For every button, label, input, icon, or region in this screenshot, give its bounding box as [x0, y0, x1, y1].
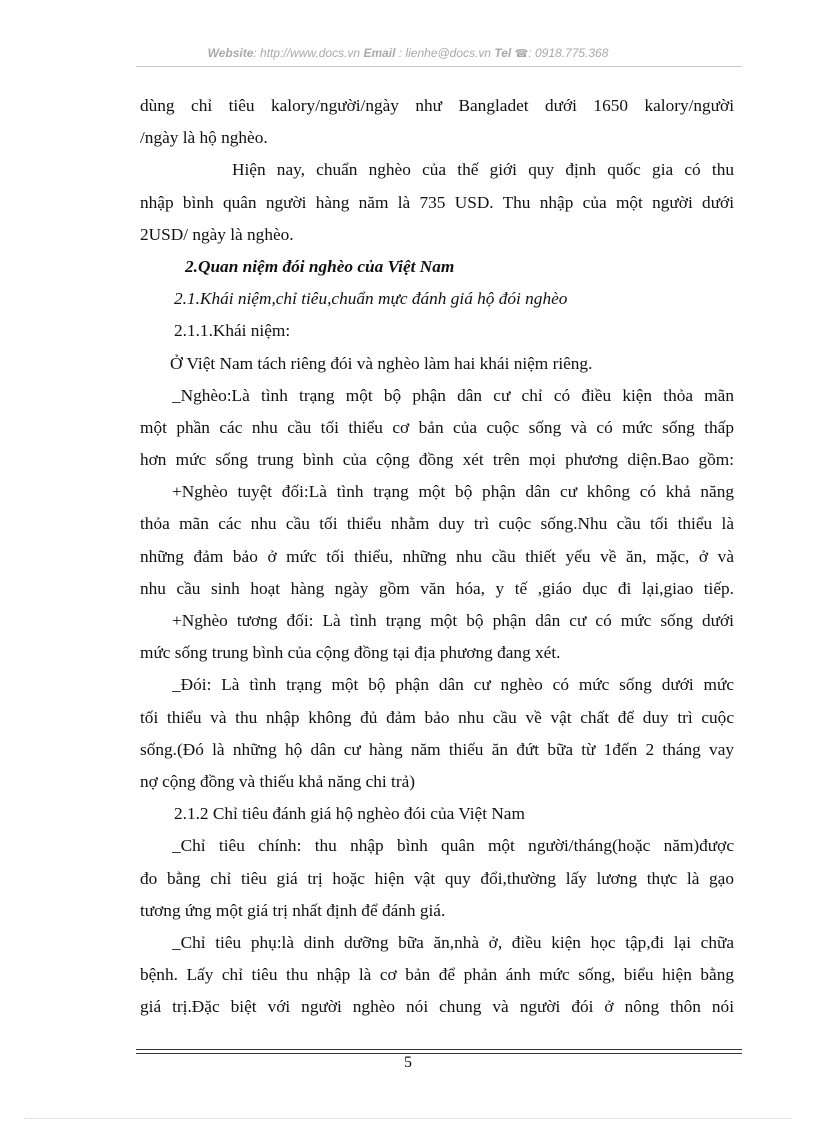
text-line: /ngày là hộ nghèo. [140, 128, 268, 148]
text-line: một phần các nhu cầu tối thiểu cơ bản của cuộc sống và có mức sống thấp [140, 417, 734, 437]
text-line: _Đói: Là tình trạng một bộ phận dân cư nghèo có mức sống dưới mức [172, 675, 734, 695]
subsection-title: 2.1.2 Chỉ tiêu đánh giá hộ nghèo đói của Việt Nam [174, 804, 525, 824]
text-line: tối thiểu và thu nhập không đủ đảm bảo nhu cầu về vật chất để duy trì cuộc [140, 707, 734, 727]
text-line: những đảm bảo ở mức tối thiểu, những nhu cầu thiết yếu về ăn, mặc, ở và [140, 546, 734, 566]
text-line: +Nghèo tương đối: Là tình trạng một bộ phận dân cư có mức sống dưới [172, 611, 734, 630]
page-edge-dotted-line [24, 1118, 792, 1119]
text-line: +Nghèo tuyệt đối:Là tình trạng một bộ phận dân cư không có khả năng [172, 482, 734, 502]
text-line: dùng chỉ tiêu kalory/người/ngày như Bangladet dưới 1650 kalory/người [140, 96, 734, 115]
text-line: nợ cộng đồng và thiếu khả năng chi trả) [140, 771, 415, 791]
page-number: 5 [404, 1054, 412, 1071]
website-label: Website [207, 46, 254, 60]
text-line: bệnh. Lấy chỉ tiêu thu nhập là cơ bản để phản ánh mức sống, biểu hiện bằng [140, 965, 734, 985]
text-line: Hiện nay, chuẩn nghèo của thế giới quy định quốc gia có thu [232, 160, 734, 180]
tel-value: : 0918.775.368 [528, 46, 609, 60]
text-line: nhu cầu sinh hoạt hàng ngày gồm văn hóa, y tế ,giáo dục đi lại,giao tiếp. [140, 578, 734, 598]
text-line: _Chỉ tiêu chính: thu nhập bình quân một người/tháng(hoặc năm)được [172, 836, 734, 856]
subsection-title: 2.1.1.Khái niệm: [174, 321, 291, 341]
website-value: : http://www.docs.vn [253, 46, 361, 60]
subsection-heading: 2.1.Khái niệm,chỉ tiêu,chuẩn mực đánh giá hộ đói nghèo [174, 289, 568, 309]
email-label: Email [363, 46, 396, 60]
text-line: mức sống trung bình của cộng đồng tại địa phương đang xét. [140, 643, 561, 663]
text-line: Ở Việt Nam tách riêng đói và nghèo làm hai khái niệm riêng. [170, 353, 593, 373]
text-line: đo bằng chỉ tiêu giá trị hoặc hiện vật quy đổi,thường lấy lương thực là gạo [140, 868, 734, 888]
text-line: sống.(Đó là những hộ dân cư hàng năm thiếu ăn đứt bữa từ 1đến 2 tháng vay [140, 739, 734, 759]
document-body [140, 90, 734, 1023]
tel-label: Tel [494, 46, 512, 60]
text-line: nhập bình quân người hàng năm là 735 USD. Thu nhập của một người dưới [140, 192, 734, 212]
text-line: _Chỉ tiêu phụ:là dinh dưỡng bữa ăn,nhà ở, điều kiện học tập,đi lại chữa [172, 932, 734, 952]
text-line: hơn mức sống trung bình của cộng đồng xét trên mọi phương diện.Bao gồm: [140, 450, 734, 470]
header-divider [136, 66, 742, 67]
phone-icon: ☎ [514, 48, 529, 60]
email-value: : lienhe@docs.vn [398, 46, 492, 60]
page-header [0, 46, 816, 60]
text-line: 2USD/ ngày là nghèo. [140, 224, 294, 244]
text-line: _Nghèo:Là tình trạng một bộ phận dân cư chỉ có điều kiện thỏa mãn [172, 385, 734, 405]
footer-divider [136, 1049, 742, 1050]
text-line: thỏa mãn các nhu cầu tối thiểu nhằm duy trì cuộc sống.Nhu cầu tối thiểu là [140, 514, 734, 534]
section-heading: 2.Quan niệm đói nghèo của Việt Nam [185, 256, 455, 276]
text-line: giá trị.Đặc biệt với người nghèo nói chung và người đói ở nông thôn nói [140, 997, 734, 1017]
text-line: tương ứng một giá trị nhất định để đánh giá. [140, 900, 446, 920]
